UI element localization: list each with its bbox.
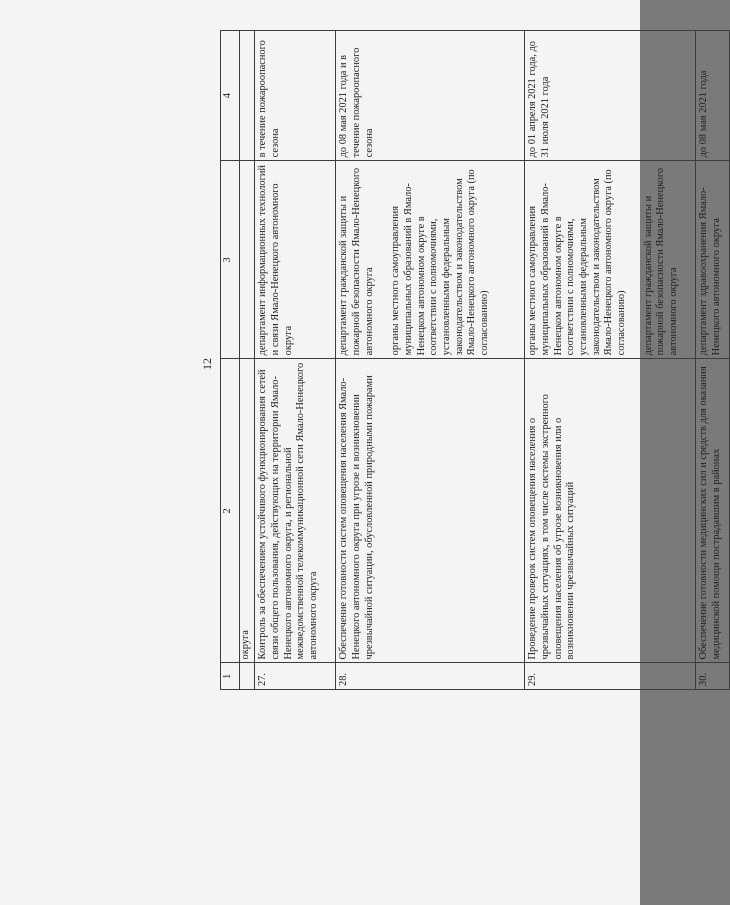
executor-text: департамент информационных технологий и связи Ямало-Ненецкого автономного округа — [257, 165, 294, 356]
rotated-page-content — [80, 30, 723, 690]
continuation-cell: округа — [240, 359, 255, 663]
table-cell — [240, 663, 255, 690]
column-header: 2 — [221, 359, 240, 663]
table-row — [525, 31, 696, 690]
deadline-cell: до 08 мая 2021 года и в течение пожароопасного сезона — [336, 31, 525, 161]
page-number: 12 — [200, 358, 214, 370]
executor-text: органы местного самоуправления муниципальных образований в Ямало-Ненецком автономном округе в соответствии с полномочиями, установленными федеральным законодательством и законодательством Ямало-Ненецкого автономного округа (по согласованию) — [390, 169, 491, 356]
executor-cell — [255, 161, 336, 359]
row-number: 30. — [696, 663, 730, 690]
column-header: 3 — [221, 161, 240, 359]
row-number: 29. — [525, 663, 696, 690]
column-header: 4 — [221, 31, 240, 161]
paragraph-gap — [629, 164, 643, 355]
table-row — [696, 31, 730, 690]
row-number: 28. — [336, 663, 525, 690]
column-header: 1 — [221, 663, 240, 690]
executor-text: органы местного самоуправления муниципальных образований в Ямало-Ненецком автономном округе в соответствии с полномочиями, установленными федеральным законодательством и законодательством Ямало-Ненецкого автономного округа (по согласованию) — [527, 169, 628, 356]
executor-cell — [525, 161, 696, 359]
table-row — [336, 31, 525, 690]
measure-cell: Обеспечение готовности медицинских сил и средств для оказания медицинской помощи пострадавшим в районах — [696, 359, 730, 663]
paragraph-gap — [376, 164, 390, 355]
executor-text: департамент гражданской защиты и пожарной безопасности Ямало-Ненецкого автономного округа — [338, 167, 375, 356]
deadline-cell: до 01 апреля 2021 года, до 31 июля 2021 года — [525, 31, 696, 161]
measure-cell: Проведение проверок систем оповещения населения о чрезвычайных ситуациях, в том числе системы экстренного оповещения населения об угрозе возникновения или о возникновении чрезвычайных ситуаций — [525, 359, 696, 663]
table-cell — [240, 31, 255, 161]
deadline-cell: в течение пожароопасного сезона — [255, 31, 336, 161]
measure-cell: Контроль за обеспечением устойчивого функционирования сетей связи общего пользования, действующих на территории Ямало-Ненецкого автономного округа, и региональной межведомственной телекоммуникационной сети Ямало-Ненецкого автономного округа — [255, 359, 336, 663]
deadline-cell: до 08 мая 2021 года — [696, 31, 730, 161]
page-margin — [0, 770, 640, 905]
table-row — [240, 31, 255, 690]
executor-cell — [696, 161, 730, 359]
table-row — [255, 31, 336, 690]
executor-text: департамент гражданской защиты и пожарной безопасности Ямало-Ненецкого автономного округа — [642, 167, 680, 356]
row-number: 27. — [255, 663, 336, 690]
measures-table — [220, 30, 730, 690]
measure-cell: Обеспечение готовности систем оповещения населения Ямало-Ненецкого автономного округа при угрозе и возникновении чрезвычайной ситуации, обусловленной природными пожарами — [336, 359, 525, 663]
executor-cell — [336, 161, 525, 359]
table-cell — [240, 161, 255, 359]
executor-text: департамент здравоохранения Ямало-Ненецкого автономного округа — [698, 187, 723, 356]
table-header-row — [221, 31, 240, 690]
